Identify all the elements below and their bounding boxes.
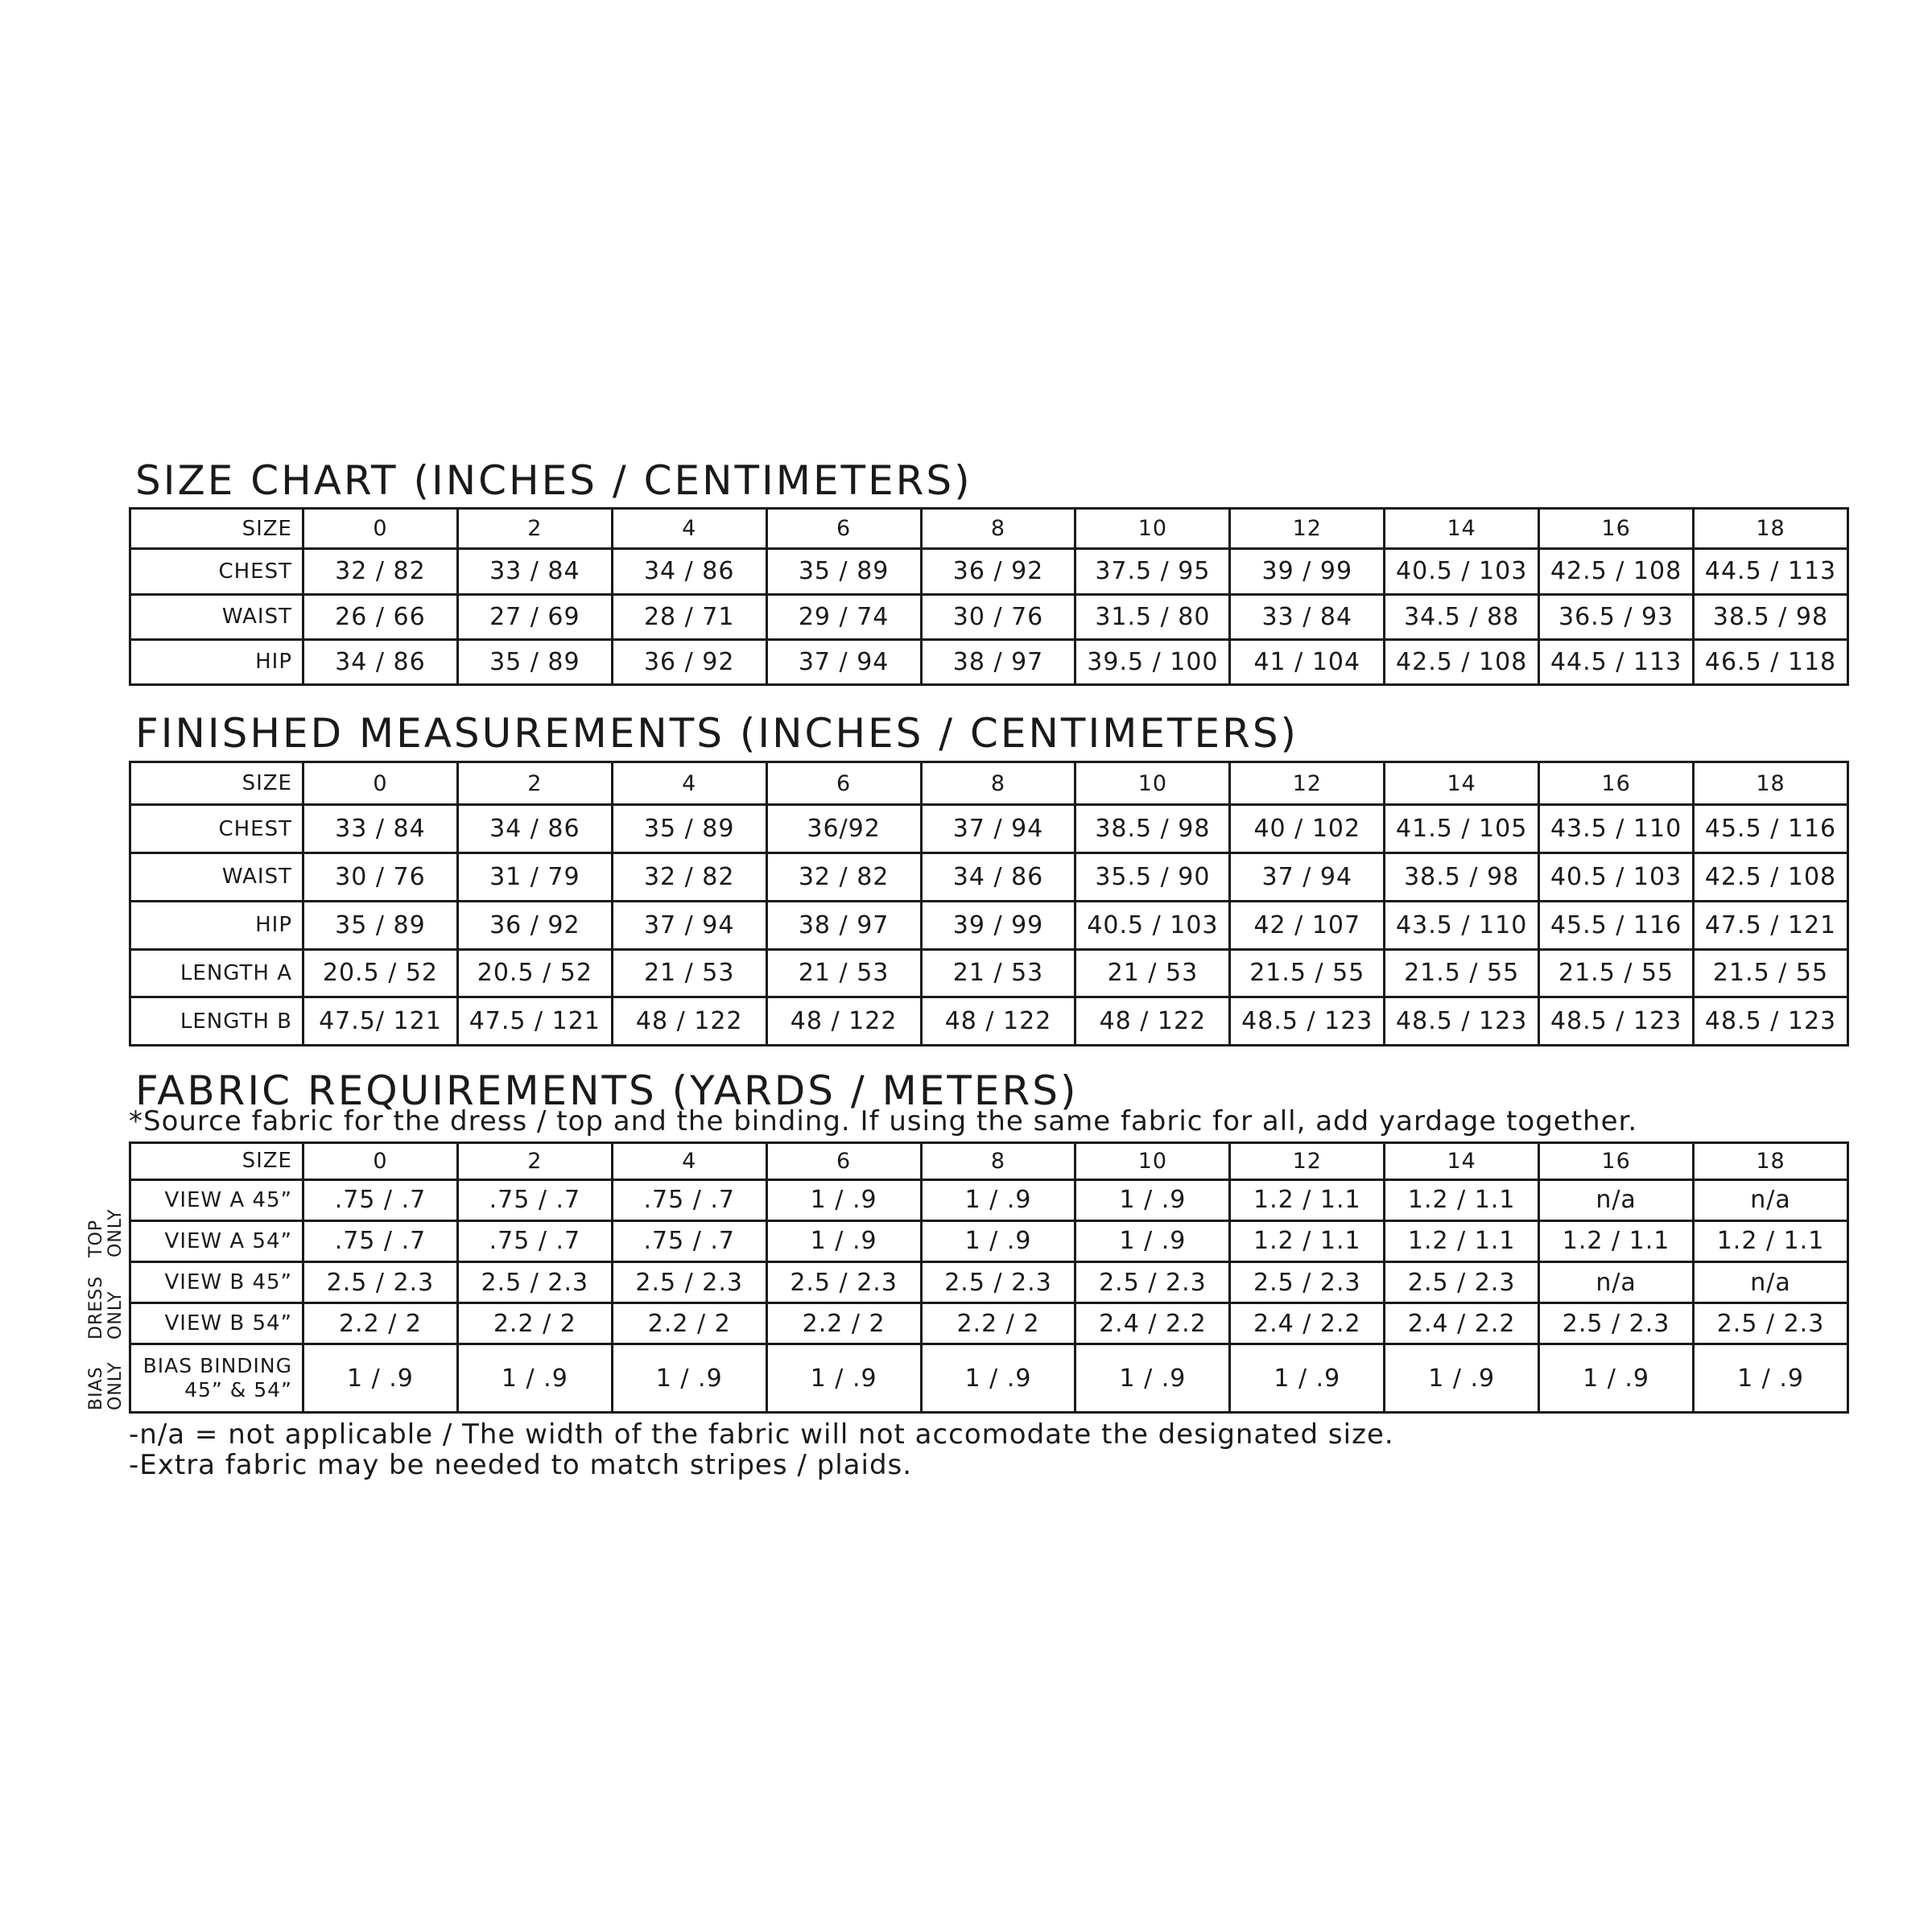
table-cell: 20.5 / 52 [303,949,458,997]
row-label: VIEW B 45” [130,1261,303,1302]
size-chart-title: SIZE CHART (INCHES / CENTIMETERS) [135,457,972,504]
table-cell: 48 / 122 [766,997,921,1046]
table-cell: 30 / 76 [303,853,458,902]
table-row [130,805,1848,853]
group-label-line: TOP [86,1219,106,1257]
row-label [130,1344,303,1413]
table-row [130,639,1848,684]
table-cell: 31.5 / 80 [1075,594,1230,639]
table-cell: 1 / .9 [921,1220,1075,1261]
table-cell: 21 / 53 [1075,949,1230,997]
table-cell: 33 / 84 [1230,594,1385,639]
size-header-cell: 4 [612,762,766,805]
table-cell: 21.5 / 55 [1539,949,1694,997]
table-cell: 35 / 89 [457,639,612,684]
size-header-cell: 0 [303,1143,458,1180]
table-cell: 48.5 / 123 [1230,997,1385,1046]
table-cell: 2.5 / 2.3 [1075,1261,1230,1302]
table-cell: 21 / 53 [921,949,1075,997]
row-label: CHEST [130,805,303,853]
group-label-bias-only [87,1361,126,1410]
table-cell: 36/92 [766,805,921,853]
table-cell: 34.5 / 88 [1385,594,1539,639]
table-cell: 1 / .9 [303,1344,458,1413]
table-cell: 1 / .9 [1075,1220,1230,1261]
table-cell: 2.5 / 2.3 [766,1261,921,1302]
table-cell: 2.2 / 2 [612,1303,766,1344]
table-row [130,1220,1848,1261]
size-header-cell: 8 [921,1143,1075,1180]
table-row [130,1344,1848,1413]
table-cell: 40 / 102 [1230,805,1385,853]
table-cell: 1.2 / 1.1 [1230,1179,1385,1220]
table-cell: 2.5 / 2.3 [1230,1261,1385,1302]
row-label: WAIST [130,853,303,902]
size-label: SIZE [130,762,303,805]
table-cell: 37 / 94 [766,639,921,684]
table-cell: 39.5 / 100 [1075,639,1230,684]
row-label: LENGTH B [130,997,303,1046]
table-cell: 20.5 / 52 [457,949,612,997]
size-header-cell: 16 [1539,1143,1694,1180]
table-cell: 43.5 / 110 [1539,805,1694,853]
table-cell: 2.5 / 2.3 [1539,1303,1694,1344]
table-cell: 1 / .9 [1539,1344,1694,1413]
size-header-row [130,1143,1848,1180]
size-header-cell: 2 [457,762,612,805]
table-cell: 35.5 / 90 [1075,853,1230,902]
size-header-cell: 8 [921,509,1075,549]
table-cell: 2.4 / 2.2 [1230,1303,1385,1344]
table-cell: 36 / 92 [921,549,1075,594]
table-cell: .75 / .7 [303,1179,458,1220]
table-cell: 36.5 / 93 [1539,594,1694,639]
table-cell: 37 / 94 [921,805,1075,853]
table-cell: 34 / 86 [457,805,612,853]
table-cell: .75 / .7 [457,1179,612,1220]
table-cell: .75 / .7 [303,1220,458,1261]
table-cell: 35 / 89 [612,805,766,853]
table-cell: 1.2 / 1.1 [1230,1220,1385,1261]
table-row [130,594,1848,639]
table-cell: 2.4 / 2.2 [1075,1303,1230,1344]
table-cell: .75 / .7 [612,1220,766,1261]
table-cell: 48.5 / 123 [1539,997,1694,1046]
size-header-cell: 6 [766,509,921,549]
size-header-cell: 10 [1075,509,1230,549]
table-cell: 37.5 / 95 [1075,549,1230,594]
table-cell: 42.5 / 108 [1385,639,1539,684]
table-cell: 21 / 53 [612,949,766,997]
size-header-cell: 12 [1230,509,1385,549]
table-cell: 1 / .9 [766,1220,921,1261]
row-label: VIEW A 54” [130,1220,303,1261]
table-cell: 2.5 / 2.3 [921,1261,1075,1302]
group-label-line: DRESS [86,1275,106,1340]
size-header-cell: 4 [612,1143,766,1180]
table-cell: 42.5 / 108 [1539,549,1694,594]
table-cell: 2.5 / 2.3 [303,1261,458,1302]
size-chart-table [129,507,1849,686]
table-row [130,1303,1848,1344]
table-row [130,1261,1848,1302]
table-cell: 45.5 / 116 [1539,901,1694,949]
group-label-dress-only [87,1276,126,1340]
row-label: WAIST [130,594,303,639]
table-cell: 2.5 / 2.3 [1694,1303,1848,1344]
fabric-requirements-table [129,1141,1849,1414]
size-header-cell: 18 [1694,1143,1848,1180]
table-cell: 40.5 / 103 [1385,549,1539,594]
size-label: SIZE [130,1143,303,1180]
row-label-line: 45” & 54” [184,1378,292,1402]
table-row [130,949,1848,997]
size-header-cell: 16 [1539,509,1694,549]
size-header-cell: 10 [1075,762,1230,805]
table-cell: n/a [1539,1179,1694,1220]
table-cell: 2.2 / 2 [921,1303,1075,1344]
table-cell: 47.5 / 121 [1694,901,1848,949]
table-cell: 45.5 / 116 [1694,805,1848,853]
fabric-source-note: *Source fabric for the dress / top and the binding. If using the same fabric for all, add yardage together. [129,1105,1638,1137]
table-cell: 1.2 / 1.1 [1385,1220,1539,1261]
size-header-cell: 18 [1694,762,1848,805]
table-cell: 1 / .9 [766,1344,921,1413]
group-label-line: ONLY [105,1361,126,1410]
table-cell: 38.5 / 98 [1075,805,1230,853]
table-cell: 2.5 / 2.3 [612,1261,766,1302]
size-header-row [130,762,1848,805]
table-row [130,997,1848,1046]
size-header-cell: 12 [1230,762,1385,805]
size-header-cell: 0 [303,762,458,805]
size-header-cell: 16 [1539,762,1694,805]
table-cell: 35 / 89 [766,549,921,594]
table-cell: 21 / 53 [766,949,921,997]
finished-measurements-table [129,761,1849,1046]
table-cell: 48 / 122 [1075,997,1230,1046]
table-cell: 21.5 / 55 [1385,949,1539,997]
footnote-extra-fabric: -Extra fabric may be needed to match stripes / plaids. [129,1449,913,1481]
table-row [130,853,1848,902]
table-cell: 47.5/ 121 [303,997,458,1046]
size-header-cell: 8 [921,762,1075,805]
table-cell: 30 / 76 [921,594,1075,639]
row-label: VIEW A 45” [130,1179,303,1220]
table-cell: 1 / .9 [1694,1344,1848,1413]
table-cell: 34 / 86 [612,549,766,594]
group-label-line: ONLY [105,1208,126,1257]
table-cell: 32 / 82 [766,853,921,902]
fabric-requirements-title: FABRIC REQUIREMENTS (YARDS / METERS) [135,1067,1079,1114]
table-cell: 32 / 82 [612,853,766,902]
table-cell: 1.2 / 1.1 [1539,1220,1694,1261]
table-cell: 42 / 107 [1230,901,1385,949]
table-cell: 34 / 86 [303,639,458,684]
table-cell: 48 / 122 [612,997,766,1046]
table-cell: n/a [1694,1261,1848,1302]
table-cell: 32 / 82 [303,549,458,594]
table-cell: 29 / 74 [766,594,921,639]
table-cell: 48.5 / 123 [1385,997,1539,1046]
table-row [130,901,1848,949]
table-cell: 21.5 / 55 [1230,949,1385,997]
table-cell: 40.5 / 103 [1539,853,1694,902]
table-cell: n/a [1539,1261,1694,1302]
table-cell: 21.5 / 55 [1694,949,1848,997]
table-cell: 37 / 94 [1230,853,1385,902]
size-header-cell: 14 [1385,1143,1539,1180]
table-cell: 33 / 84 [303,805,458,853]
table-cell: 27 / 69 [457,594,612,639]
size-header-row [130,509,1848,549]
table-cell: 2.2 / 2 [457,1303,612,1344]
group-label-line: ONLY [105,1290,126,1340]
row-label-line: BIAS BINDING [142,1354,292,1378]
footnote-na: -n/a = not applicable / The width of the fabric will not accomodate the designated size. [129,1418,1394,1451]
table-cell: n/a [1694,1179,1848,1220]
table-cell: 38 / 97 [921,639,1075,684]
table-cell: 1.2 / 1.1 [1385,1179,1539,1220]
group-label-top-only [87,1208,126,1257]
table-cell: 42.5 / 108 [1694,853,1848,902]
table-cell: 44.5 / 113 [1694,549,1848,594]
table-cell: 2.5 / 2.3 [457,1261,612,1302]
size-header-cell: 18 [1694,509,1848,549]
table-cell: 1.2 / 1.1 [1694,1220,1848,1261]
table-cell: 1 / .9 [921,1344,1075,1413]
table-cell: 48.5 / 123 [1694,997,1848,1046]
size-header-cell: 2 [457,509,612,549]
table-cell: 44.5 / 113 [1539,639,1694,684]
table-cell: 43.5 / 110 [1385,901,1539,949]
table-cell: 38 / 97 [766,901,921,949]
row-label: CHEST [130,549,303,594]
table-cell: 36 / 92 [612,639,766,684]
table-cell: 33 / 84 [457,549,612,594]
table-cell: 31 / 79 [457,853,612,902]
size-header-cell: 14 [1385,762,1539,805]
size-header-cell: 0 [303,509,458,549]
table-cell: 1 / .9 [1385,1344,1539,1413]
table-cell: 2.2 / 2 [766,1303,921,1344]
table-cell: 2.2 / 2 [303,1303,458,1344]
finished-measurements-title: FINISHED MEASUREMENTS (INCHES / CENTIMETERS) [135,710,1299,757]
table-row [130,1179,1848,1220]
size-label: SIZE [130,509,303,549]
size-header-cell: 2 [457,1143,612,1180]
size-header-cell: 14 [1385,509,1539,549]
table-cell: 1 / .9 [921,1179,1075,1220]
table-cell: 1 / .9 [766,1179,921,1220]
size-header-cell: 12 [1230,1143,1385,1180]
table-cell: 1 / .9 [457,1344,612,1413]
table-cell: 1 / .9 [1075,1179,1230,1220]
table-cell: 1 / .9 [612,1344,766,1413]
table-cell: 37 / 94 [612,901,766,949]
table-cell: 39 / 99 [1230,549,1385,594]
table-cell: .75 / .7 [612,1179,766,1220]
table-cell: 39 / 99 [921,901,1075,949]
table-cell: 46.5 / 118 [1694,639,1848,684]
table-row [130,549,1848,594]
size-header-cell: 10 [1075,1143,1230,1180]
table-cell: 28 / 71 [612,594,766,639]
row-label: LENGTH A [130,949,303,997]
size-header-cell: 4 [612,509,766,549]
group-label-line: BIAS [86,1366,106,1410]
table-cell: 36 / 92 [457,901,612,949]
table-cell: 26 / 66 [303,594,458,639]
table-cell: 38.5 / 98 [1385,853,1539,902]
row-label: HIP [130,901,303,949]
table-cell: 48 / 122 [921,997,1075,1046]
row-label: VIEW B 54” [130,1303,303,1344]
table-cell: .75 / .7 [457,1220,612,1261]
table-cell: 1 / .9 [1075,1344,1230,1413]
table-cell: 47.5 / 121 [457,997,612,1046]
table-cell: 40.5 / 103 [1075,901,1230,949]
table-cell: 2.4 / 2.2 [1385,1303,1539,1344]
table-cell: 34 / 86 [921,853,1075,902]
row-label: HIP [130,639,303,684]
table-cell: 38.5 / 98 [1694,594,1848,639]
table-cell: 2.5 / 2.3 [1385,1261,1539,1302]
table-cell: 1 / .9 [1230,1344,1385,1413]
size-header-cell: 6 [766,762,921,805]
table-cell: 35 / 89 [303,901,458,949]
table-cell: 41 / 104 [1230,639,1385,684]
size-header-cell: 6 [766,1143,921,1180]
table-cell: 41.5 / 105 [1385,805,1539,853]
